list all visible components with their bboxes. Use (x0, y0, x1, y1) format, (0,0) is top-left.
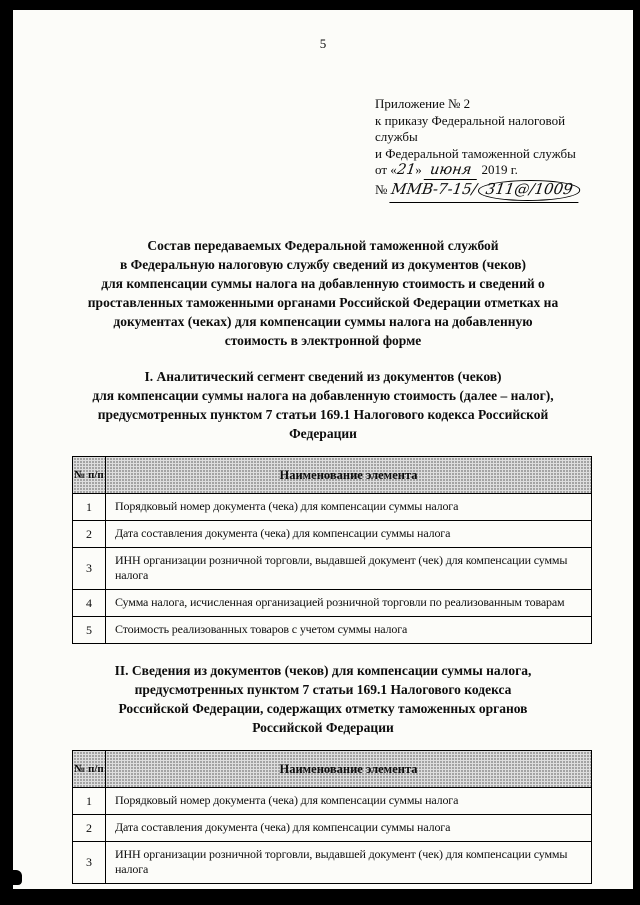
page-number: 5 (319, 36, 327, 51)
appendix-line: службы (375, 129, 418, 144)
date-suffix: 2019 г. (478, 162, 518, 177)
row-number-cell: 3 (73, 548, 106, 590)
row-number-cell: 1 (73, 788, 106, 815)
heading-line: предусмотренных пунктом 7 статьи 169.1 Налогового кодекса Российской (97, 407, 549, 422)
section2-heading (13, 661, 633, 737)
heading-line: Российской Федерации, содержащих отметку таможенных органов (118, 701, 528, 716)
table-row (73, 494, 592, 521)
row-text-cell: Порядковый номер документа (чека) для компенсации суммы налога (106, 788, 592, 815)
table-row (73, 548, 592, 590)
table-row (73, 617, 592, 644)
table-header-row (73, 751, 592, 788)
appendix-line: и Федеральной таможенной службы (375, 145, 576, 161)
row-text-cell: Дата составления документа (чека) для компенсации суммы налога (106, 815, 592, 842)
table-header-row (73, 457, 592, 494)
appendix-line: к приказу Федеральной налоговой (375, 112, 566, 128)
date-prefix: от « (375, 162, 397, 177)
title-line: для компенсации суммы налога на добавленную стоимость и сведений о (101, 276, 545, 291)
document-title (13, 236, 633, 350)
row-text-cell: ИНН организации розничной торговли, выдавшей документ (чек) для компенсации суммы налога (106, 842, 592, 884)
section1-table-head (73, 457, 592, 494)
table-row (73, 590, 592, 617)
heading-line: I. Аналитический сегмент сведений из документов (чеков) (144, 369, 502, 384)
table-row (73, 842, 592, 884)
row-number-cell: 3 (73, 842, 106, 884)
table-row (73, 788, 592, 815)
title-line: документах (чеках) для компенсации суммы налога на добавленную (113, 314, 533, 329)
column-header-name: Наименование элемента (106, 751, 592, 788)
appendix-date-line (375, 162, 633, 180)
column-header-number: № п/п (73, 457, 106, 494)
title-line: Состав передаваемых Федеральной таможенной службой (147, 238, 499, 253)
handwritten-month: июня (424, 162, 480, 180)
title-line: стоимость в электронной форме (224, 333, 422, 348)
heading-line: предусмотренных пунктом 7 статьи 169.1 Налогового кодекса (134, 682, 512, 697)
title-line: проставленных таможенными органами Российской Федерации отметках на (87, 295, 559, 310)
section2-table-head (73, 751, 592, 788)
appendix-number-line (375, 180, 633, 203)
number-prefix: № (375, 181, 388, 197)
row-text-cell: ИНН организации розничной торговли, выдавшей документ (чек) для компенсации суммы налога (106, 548, 592, 590)
section1-table (72, 456, 592, 644)
scan-edge-artifact (13, 870, 22, 885)
row-text-cell: Порядковый номер документа (чека) для компенсации суммы налога (106, 494, 592, 521)
appendix-block (375, 96, 633, 202)
row-number-cell: 5 (73, 617, 106, 644)
row-text-cell: Стоимость реализованных товаров с учетом суммы налога (106, 617, 592, 644)
heading-line: для компенсации суммы налога на добавленную стоимость (далее – налог), (92, 388, 554, 403)
handwritten-order-number (390, 180, 583, 203)
date-mid: » (415, 162, 422, 177)
heading-line: Российской Федерации (252, 720, 394, 735)
heading-line: II. Сведения из документов (чеков) для компенсации суммы налога, (114, 663, 532, 678)
column-header-number: № п/п (73, 751, 106, 788)
row-text-cell: Дата составления документа (чека) для компенсации суммы налога (106, 521, 592, 548)
row-number-cell: 4 (73, 590, 106, 617)
section1-heading (13, 367, 633, 443)
handwritten-day: 21 (395, 162, 417, 178)
section2-table-body (73, 788, 592, 884)
column-header-name: Наименование элемента (106, 457, 592, 494)
row-number-cell: 2 (73, 815, 106, 842)
appendix-line: Приложение № 2 (375, 96, 471, 111)
table-row (73, 815, 592, 842)
document-scan-page (13, 10, 633, 889)
row-number-cell: 2 (73, 521, 106, 548)
section1-table-body (73, 494, 592, 644)
table-row (73, 521, 592, 548)
order-number-part: ММВ-7-15/ (390, 179, 479, 198)
section2-table (72, 750, 592, 884)
row-number-cell: 1 (73, 494, 106, 521)
heading-line: Федерации (289, 426, 357, 441)
row-text-cell: Сумма налога, исчисленная организацией розничной торговли по реализованным товарам (106, 590, 592, 617)
order-number-circled-part: 311@/1009 (477, 180, 583, 201)
title-line: в Федеральную налоговую службу сведений из документов (чеков) (119, 257, 527, 272)
